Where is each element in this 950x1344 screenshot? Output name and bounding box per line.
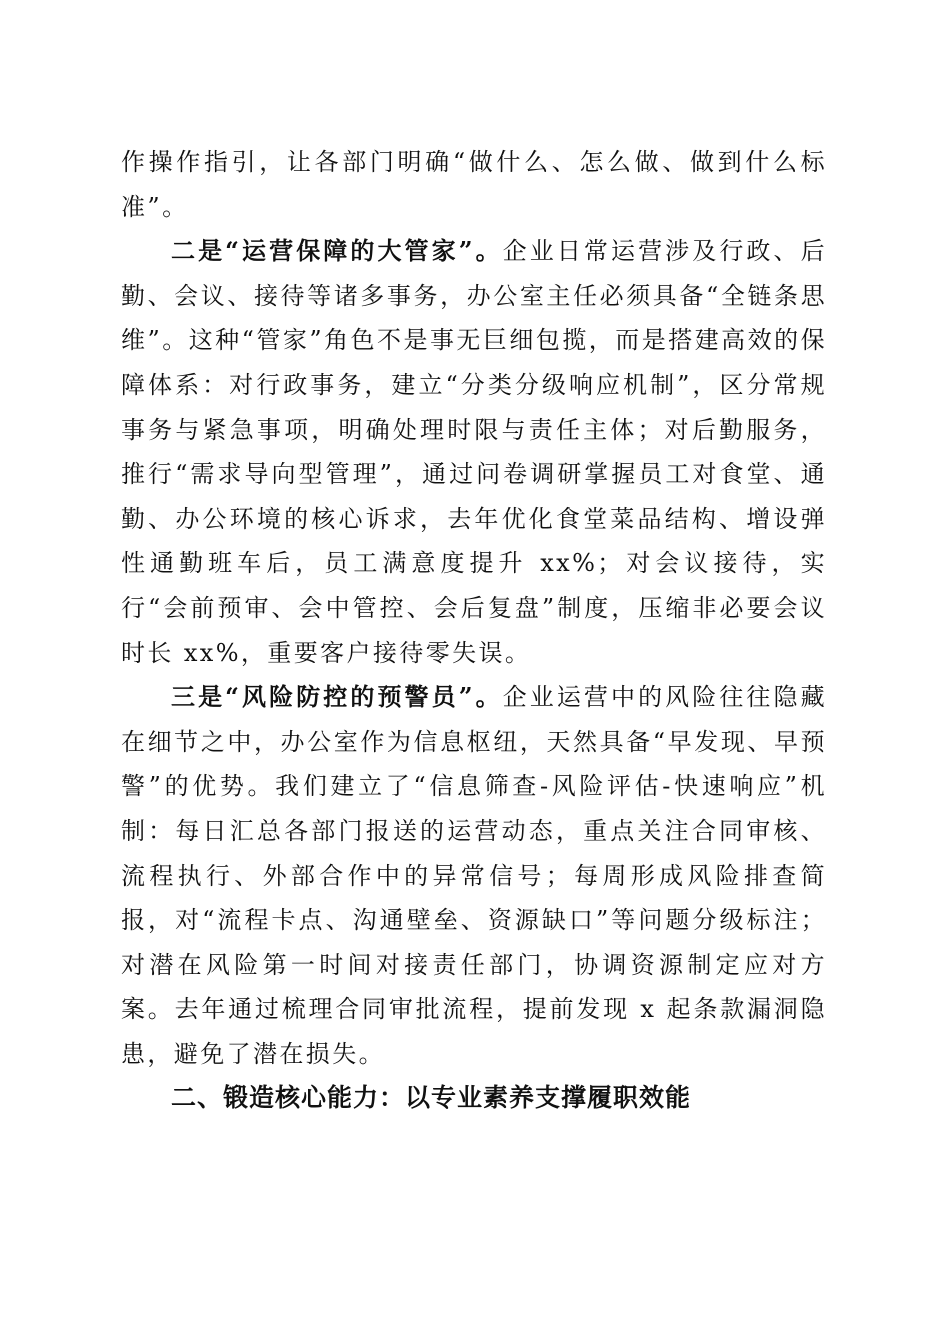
paragraph-continuation [121, 140, 827, 229]
paragraph-lead: 三是“风险防控的预警员”。 [171, 682, 503, 712]
section-heading: 二、锻造核心能力：以专业素养支撑履职效能 [171, 1083, 692, 1113]
document-body [121, 140, 827, 1121]
paragraph-text: 企业运营中的风险往往隐藏在细节之中，办公室作为信息枢纽，天然具备“早发现、早预警”的优势。我们建立了“信息筛查-风险评估-快速响应”机制：每日汇总各部门报送的运营动态，重点关注合同审核、流程执行、外部合作中的异常信号；每周形成风险排查简报，对“流程卡点、沟通壁垒、资源缺口”等问题分级标注；对潜在风险第一时间对接责任部门，协调资源制定应对方案。去年通过梳理合同审批流程，提前发现 x 起条款漏洞隐患，避免了潜在损失。 [121, 683, 827, 1068]
paragraph-text: 企业日常运营涉及行政、后勤、会议、接待等诸多事务，办公室主任必须具备“全链条思维”。这种“管家”角色不是事无巨细包揽，而是搭建高效的保障体系：对行政事务，建立“分类分级响应机制”，区分常规事务与紧急事项，明确处理时限与责任主体；对后勤服务，推行“需求导向型管理”，通过问卷调研掌握员工对食堂、通勤、办公环境的核心诉求，去年优化食堂菜品结构、增设弹性通勤班车后，员工满意度提升 xx%；对会议接待，实行“会前预审、会中管控、会后复盘”制度，压缩非必要会议时长 xx%，重要客户接待零失误。 [121, 237, 827, 667]
paragraph-lead: 二是“运营保障的大管家”。 [171, 236, 503, 266]
paragraph-operations-support [121, 229, 827, 675]
paragraph-text: 作操作指引，让各部门明确“做什么、怎么做、做到什么标准”。 [121, 148, 827, 221]
paragraph-risk-control [121, 675, 827, 1076]
